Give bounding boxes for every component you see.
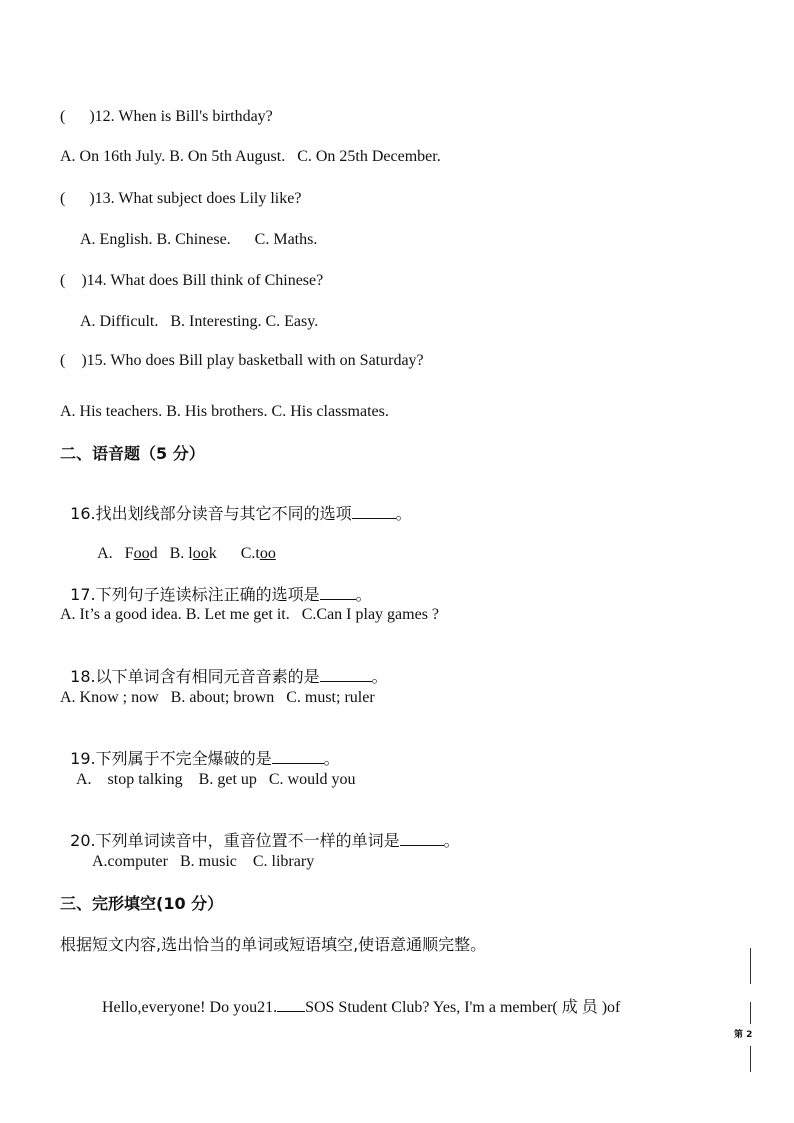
question-19-options: A. stop talking B. get up C. would you — [76, 771, 356, 788]
question-12-options: A. On 16th July. B. On 5th August. C. On 25th December. — [60, 148, 441, 165]
underlined-letters: oo — [133, 545, 150, 562]
question-19-stem: 19.下列属于不完全爆破的是 — [70, 749, 272, 768]
answer-blank-21[interactable] — [277, 997, 305, 1012]
question-13-options: A. English. B. Chinese. C. Maths. — [80, 231, 318, 248]
underlined-letters: oo — [192, 545, 209, 562]
margin-line — [750, 1046, 751, 1072]
question-17-stem: 17.下列句子连读标注正确的选项是 — [70, 585, 320, 604]
margin-line — [750, 1002, 751, 1024]
question-18: 18.以下单词含有相同元音音素的是 。 — [70, 667, 388, 686]
page-number: 第 2 — [734, 1030, 753, 1040]
question-19: 19.下列属于不完全爆破的是 。 — [70, 749, 340, 768]
question-16-stem: 16.找出划线部分读音与其它不同的选项 — [70, 504, 352, 523]
question-20: 20.下列单词读音中，重音位置不一样的单词是 。 — [70, 831, 460, 850]
question-15-options: A. His teachers. B. His brothers. C. His classmates. — [60, 403, 389, 420]
cloze-instruction: 根据短文内容,选出恰当的单词或短语填空,使语意通顺完整。 — [60, 935, 487, 954]
question-20-stem: 20.下列单词读音中，重音位置不一样的单词是 — [70, 831, 400, 850]
question-13: ( )13. What subject does Lily like? — [60, 190, 302, 207]
question-18-options: A. Know ; now B. about; brown C. must; ruler — [60, 689, 375, 706]
question-17: 17.下列句子连读标注正确的选项是 。 — [70, 585, 372, 604]
question-18-stem: 18.以下单词含有相同元音音素的是 — [70, 667, 320, 686]
question-15: ( )15. Who does Bill play basketball with on Saturday? — [60, 352, 424, 369]
question-17-options: A. It’s a good idea. B. Let me get it. C.Can I play games ? — [60, 606, 440, 623]
answer-blank[interactable] — [320, 667, 372, 682]
option-b: B. look — [169, 545, 217, 562]
question-20-options: A.computer B. music C. library — [92, 853, 315, 870]
cloze-passage-continue: SOS Student Club? Yes, I'm a member( 成 员 )of — [305, 999, 621, 1016]
section-heading-cloze: 三、完形填空(10 分） — [60, 894, 224, 913]
option-c: C.too — [240, 545, 276, 562]
margin-line — [750, 948, 751, 984]
answer-blank[interactable] — [400, 831, 444, 846]
question-14-options: A. Difficult. B. Interesting. C. Easy. — [80, 313, 319, 330]
answer-blank[interactable] — [320, 585, 356, 600]
cloze-passage-start: Hello,everyone! Do you21. — [102, 999, 278, 1016]
answer-blank[interactable] — [352, 504, 396, 519]
section-heading-phonetics: 二、语音题（5 分） — [60, 444, 205, 463]
question-14: ( )14. What does Bill think of Chinese? — [60, 272, 324, 289]
underlined-letters: oo — [259, 545, 276, 562]
question-16-end: 。 — [395, 504, 412, 523]
option-a: A. Food — [97, 545, 158, 562]
question-16 — [60, 484, 412, 524]
question-16-options — [90, 524, 276, 564]
cloze-passage — [94, 977, 620, 1018]
answer-blank[interactable] — [272, 749, 324, 764]
question-12: ( )12. When is Bill's birthday? — [60, 108, 273, 125]
